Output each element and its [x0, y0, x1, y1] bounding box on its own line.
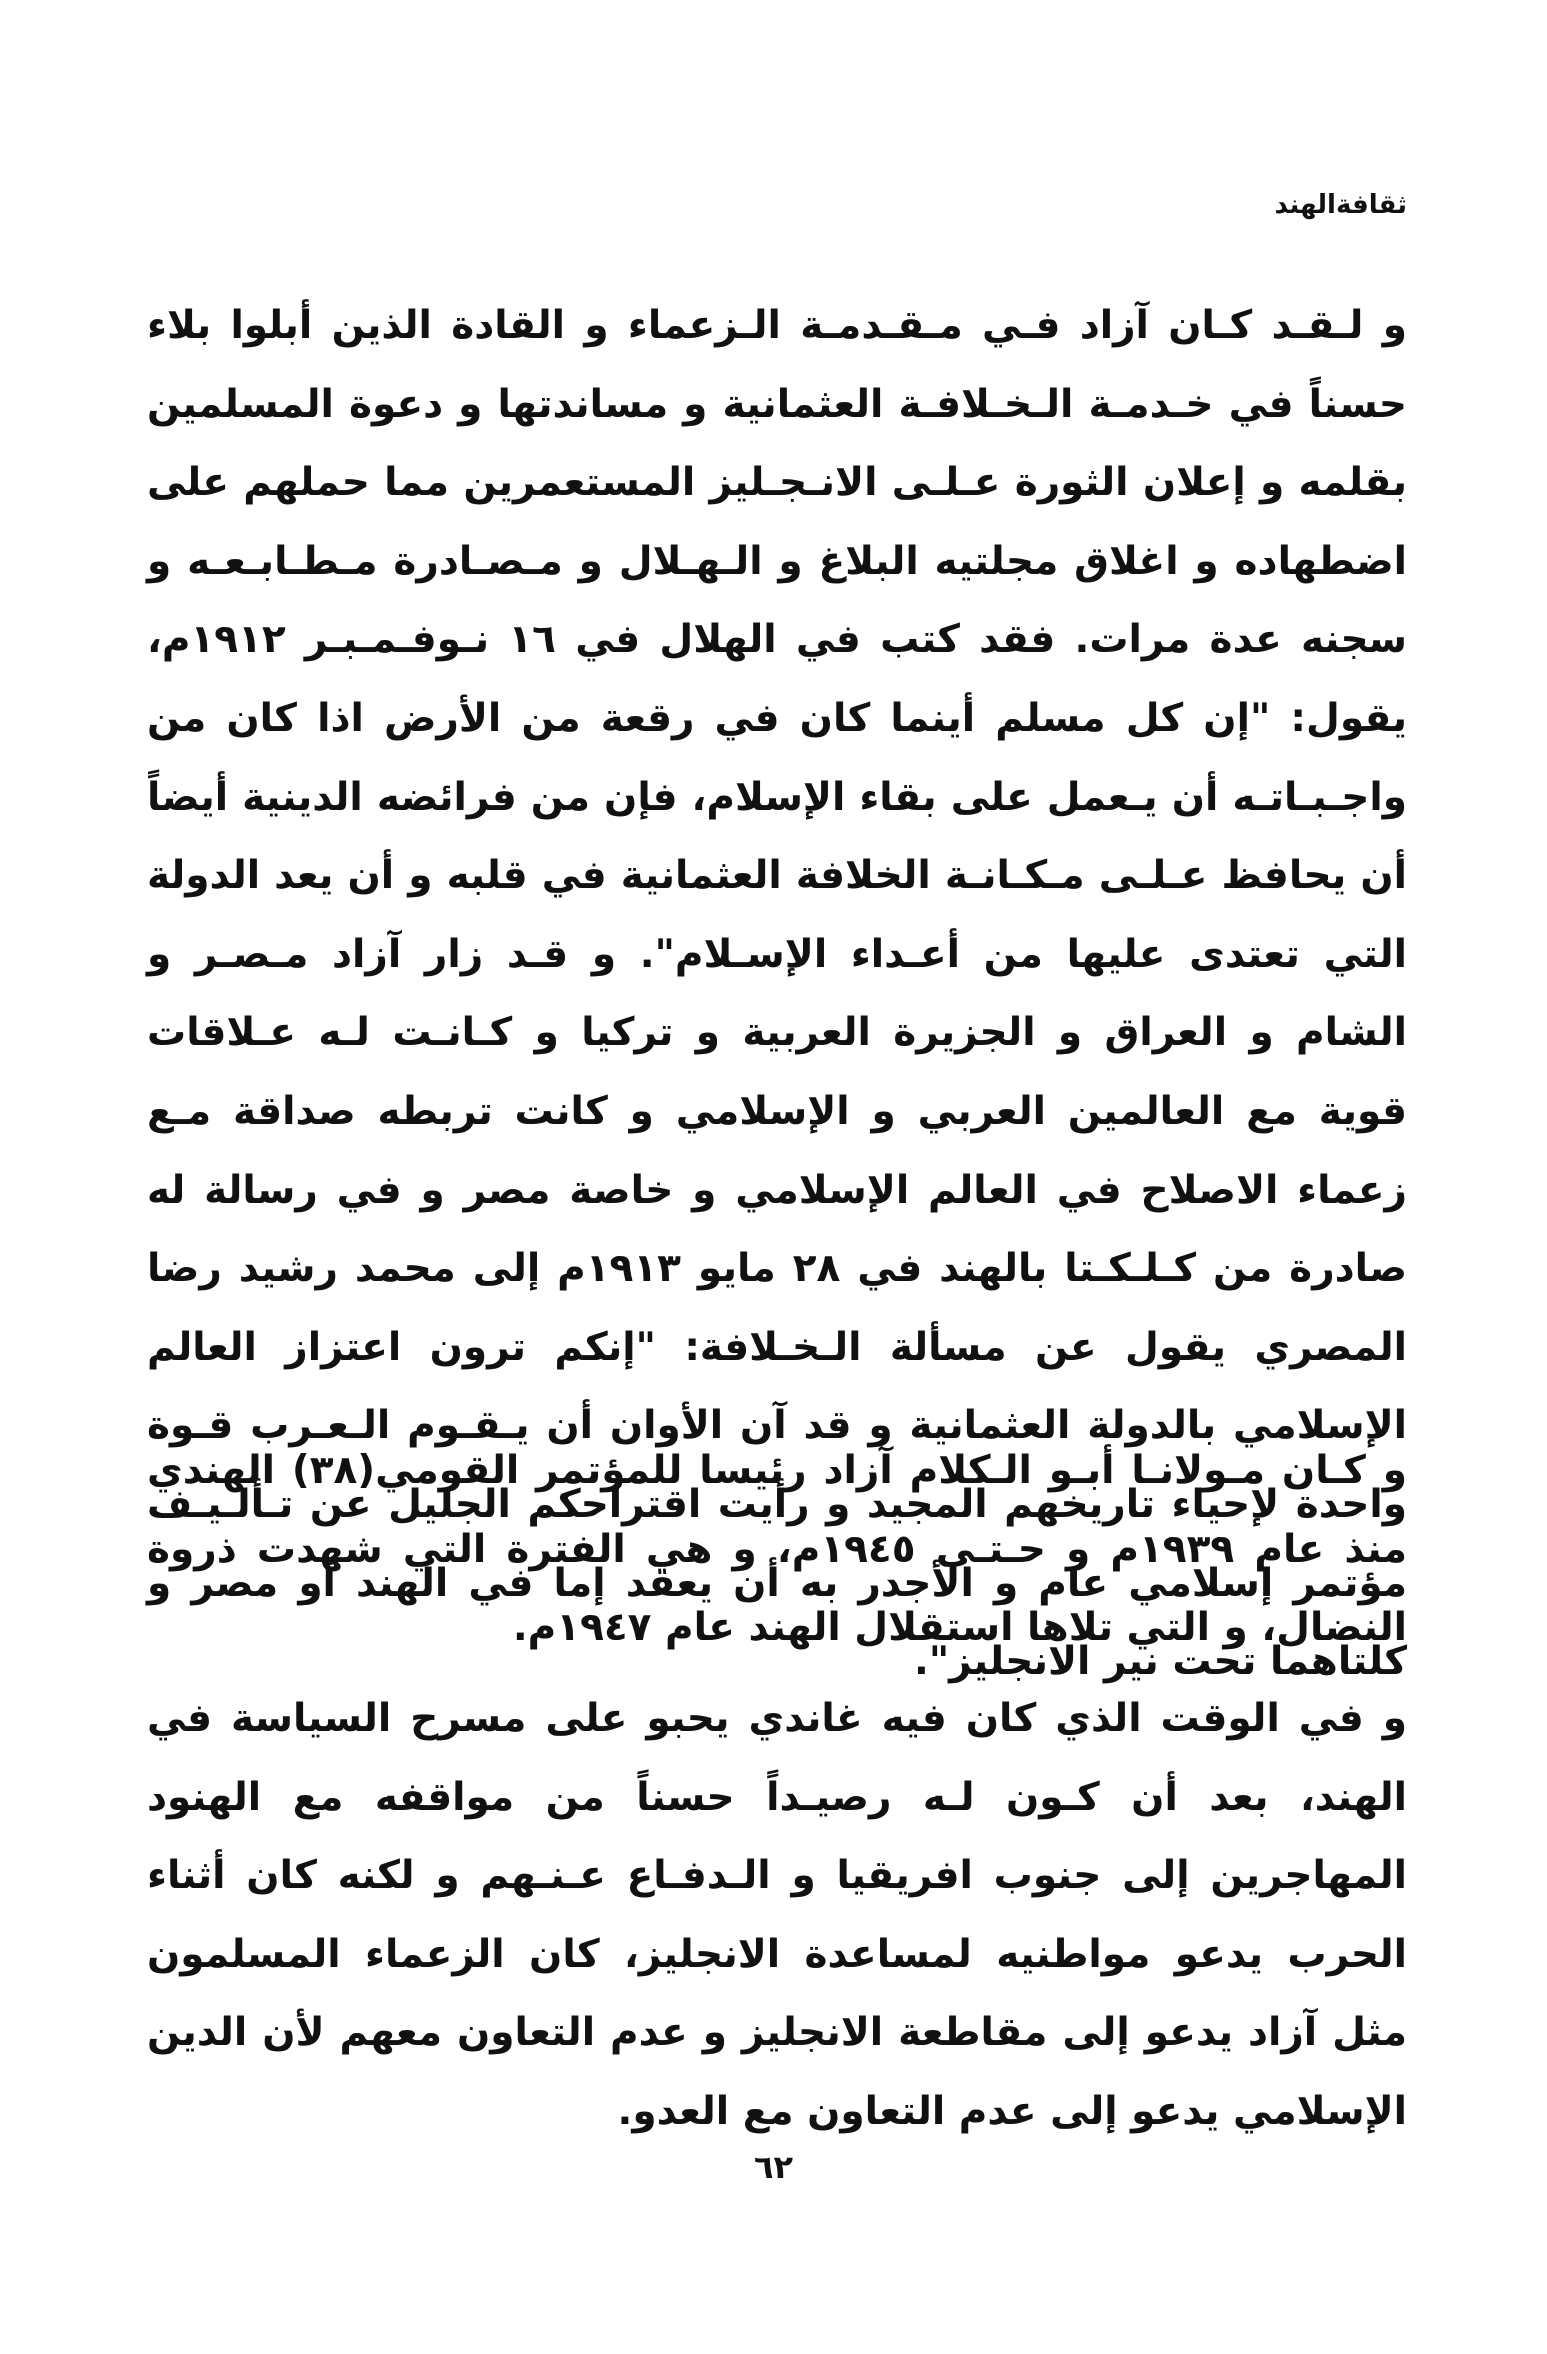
- running-header-title: ثقافةالهند: [1274, 190, 1407, 220]
- body-paragraph-2: و كـان مـولانـا أبـو الـكلام آزاد رئيسا للمؤتمر القومي(٣٨) الهندي منذ عام ١٩٣٩م و حـتـى ١٩٤٥م، و هي الفترة التي شهدت ذروة النضال، و التي تلاها استقلال الهند عام ١٩٤٧م.: [147, 1448, 1408, 1651]
- page-number: ٦٢: [753, 2148, 794, 2186]
- body-paragraph-3: و في الوقت الذي كان فيه غاندي يحبو على مسرح السياسة في الهند، بعد أن كـون لـه رصيـداً حسناً من مواقفه مع الهنود المهاجرين إلى جنوب افريقيا و الـدفـاع عـنـهم و لكنه كان أثناء الحرب يدعو مواطنيه لمساعدة الانجليز، كان الزعماء المسلمون مثل آزاد يدعو إلى مقاطعة الانجليز و عدم التعاون معهم لأن الدين الإسلامي يدعو إلى عدم التعاون مع العدو.: [147, 1696, 1407, 2134]
- body-paragraph-1: و لـقـد كـان آزاد فـي مـقـدمـة الـزعماء و القادة الذين أبلوا بلاء حسناً في خـدمـة الـخـلافـة العثمانية و مساندتها و دعوة المسلمين بقلمه و إعلان الثورة عـلـى الانـجـليز المستعمرين مما حملهم على اضطهاده و اغلاق مجلتيه البلاغ و الـهـلال و مـصـادرة مـطـابـعـه و سجنه عدة مرات. فقد كتب في الهلال في ١٦ نـوفـمـبـر ١٩١٢م، يقول: "إن كل مسلم أينما كان في رقعة من الأرض اذا كان من واجـبـاتـه أن يـعمل على بقاء الإسلام، فإن من فرائضه الدينية أيضاً أن يحافظ عـلـى مـكـانـة الخلافة العثمانية في قلبه و أن يعد الدولة التي تعتدى عليها من أعـداء الإسـلام". و قـد زار آزاد مـصـر و الشام و العراق و الجزيرة العربية و تركيا و كـانـت لـه عـلاقات قوية مع العالمين العربي و الإسلامي و كانت تربطه صداقة مـع زعماء الاصلاح في العالم الإسلامي و خاصة مصر و في رسالة له صادرة من كـلـكـتا بالهند في ٢٨ مايو ١٩١٣م إلى محمد رشيد رضا المصري يقول عن مسألة الـخـلافة: "إنكم ترون اعتزاز العالم الإسلامي بالدولة العثمانية و قد آن الأوان أن يـقـوم الـعـرب قـوة واحدة لإحياء تاريخهم المجيد و رأيت اقتراحكم الجليل عن تـألـيـف مؤتمر إسلامي عام و الأجدر به أن يعقد إما في الهند أو مصر و كلتاهما تحت نير الانجليز".: [147, 303, 1408, 1685]
